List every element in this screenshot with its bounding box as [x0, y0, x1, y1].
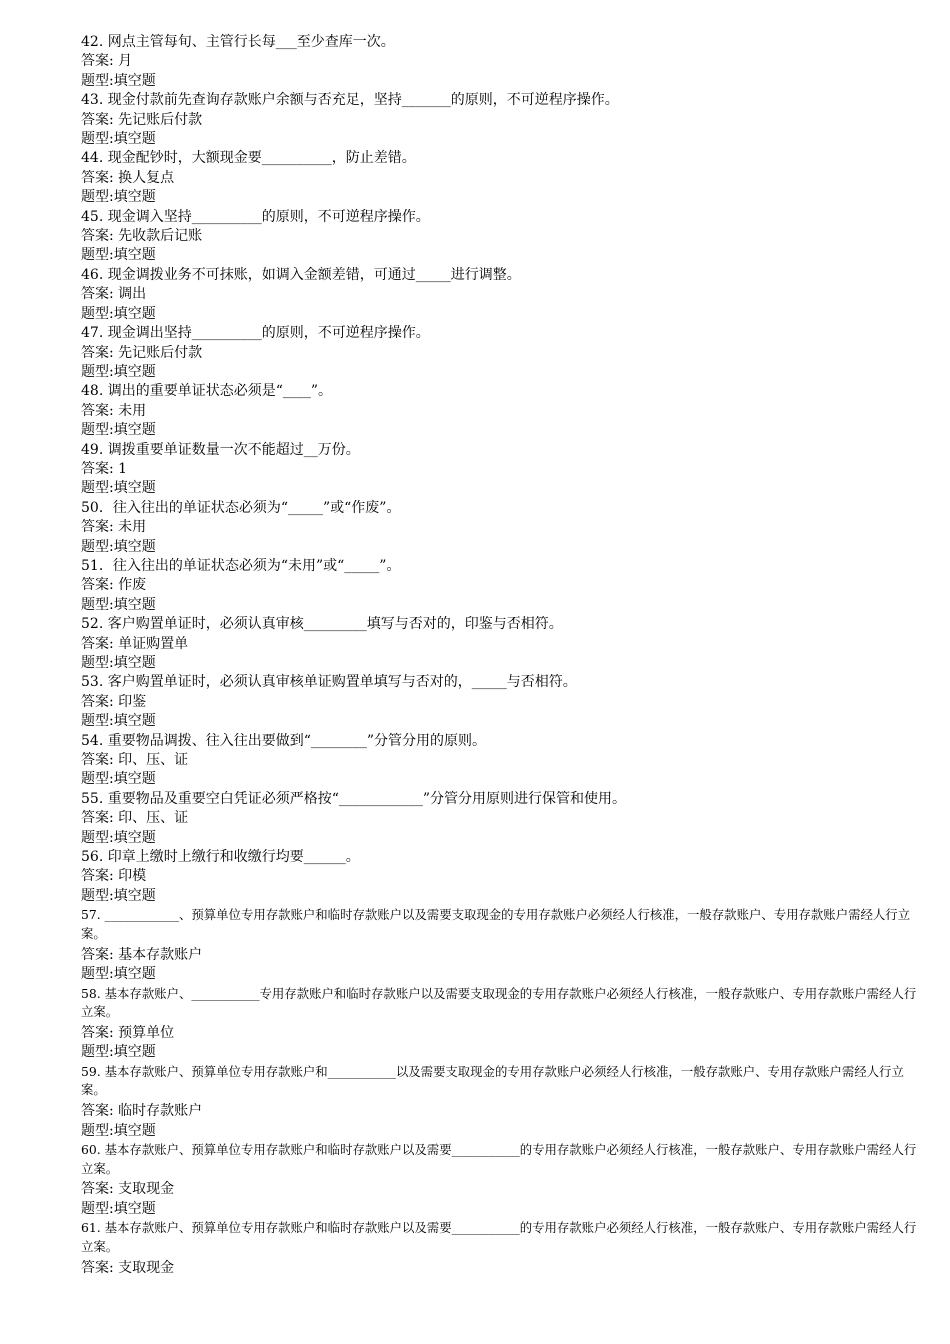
answer-line: 答案: 调出 — [81, 286, 147, 303]
question-type-line: 题型:填空题 — [81, 966, 156, 983]
question-list — [81, 33, 917, 1278]
answer-line: 答案: 支取现金 — [81, 1259, 175, 1276]
question-type-line: 题型:填空题 — [81, 247, 156, 264]
answer-line: 答案: 作废 — [81, 577, 147, 594]
question-type-line: 题型:填空题 — [81, 305, 156, 322]
question-type-line: 题型:填空题 — [81, 363, 156, 380]
question-item — [81, 149, 917, 207]
question-text: 56. 印章上缴时上缴行和收缴行均要______。 — [81, 849, 360, 866]
question-item — [81, 382, 917, 440]
answer-line: 答案: 单证购置单 — [81, 635, 189, 652]
answer-line: 答案: 印、压、证 — [81, 810, 189, 827]
question-text: 51．往入往出的单证状态必须为“未用”或“_____”。 — [81, 557, 401, 574]
question-text: 58. 基本存款账户、___________专用存款账户和临时存款账户以及需要支取现金的专用存款账户必须经人行核准，一般存款账户、专用存款账户需经人行立案。 — [81, 985, 917, 1020]
answer-line: 答案: 支取现金 — [81, 1181, 175, 1198]
answer-line: 答案: 预算单位 — [81, 1024, 175, 1041]
question-text: 42. 网点主管每旬、主管行长每___至少查库一次。 — [81, 34, 395, 50]
question-type-line: 题型:填空题 — [81, 596, 156, 613]
question-type-line: 题型:填空题 — [81, 1044, 156, 1061]
answer-line: 答案: 临时存款账户 — [81, 1103, 203, 1120]
question-item — [81, 790, 917, 848]
answer-line: 答案: 1 — [81, 460, 128, 477]
answer-line: 答案: 印鉴 — [81, 693, 147, 710]
question-text: 59. 基本存款账户、预算单位专用存款账户和___________以及需要支取现金的专用存款账户必须经人行核准，一般存款账户、专用存款账户需经人行立案。 — [81, 1063, 904, 1098]
question-text: 45. 现金调入坚持__________的原则，不可逆程序操作。 — [81, 208, 430, 225]
question-item — [81, 266, 917, 324]
question-text: 57. ____________、预算单位专用存款账户和临时存款账户以及需要支取现金的专用存款账户必须经人行核准，一般存款账户、专用存款账户需经人行立案。 — [81, 907, 911, 941]
question-type-line: 题型:填空题 — [81, 887, 156, 904]
question-type-line: 题型:填空题 — [81, 771, 156, 788]
question-item — [81, 848, 917, 906]
answer-line: 答案: 印、压、证 — [81, 752, 189, 769]
question-item — [81, 324, 917, 382]
question-item — [81, 1141, 917, 1219]
answer-line: 答案: 月 — [81, 53, 133, 70]
question-item — [81, 33, 917, 91]
question-text: 52. 客户购置单证时，必须认真审核_________填写与否对的，印鉴与否相符。 — [81, 616, 563, 633]
answer-line: 答案: 换人复点 — [81, 169, 175, 186]
answer-line: 答案: 先记账后付款 — [81, 344, 203, 361]
question-item — [81, 732, 917, 790]
question-text: 47. 现金调出坚持__________的原则，不可逆程序操作。 — [81, 325, 430, 342]
question-type-line: 题型:填空题 — [81, 1122, 156, 1139]
question-item — [81, 499, 917, 557]
question-type-line: 题型:填空题 — [81, 538, 156, 555]
question-item — [81, 441, 917, 499]
question-text: 53. 客户购置单证时，必须认真审核单证购置单填写与否对的，_____与否相符。 — [81, 674, 577, 691]
question-text: 44. 现金配钞时，大额现金要__________，防止差错。 — [81, 150, 416, 167]
question-text: 49. 调拨重要单证数量一次不能超过__万份。 — [81, 441, 360, 458]
question-item — [81, 615, 917, 673]
question-text: 50．往入往出的单证状态必须为“_____”或“作废”。 — [81, 499, 401, 516]
answer-line: 答案: 未用 — [81, 519, 147, 536]
question-text: 60. 基本存款账户、预算单位专用存款账户和临时存款账户以及需要___________的专用存款账户必须经人行核准，一般存款账户、专用存款账户需经人行立案。 — [81, 1141, 917, 1176]
question-type-line: 题型:填空题 — [81, 480, 156, 497]
answer-line: 答案: 先记账后付款 — [81, 111, 203, 128]
question-item — [81, 906, 917, 984]
question-type-line: 题型:填空题 — [81, 655, 156, 671]
question-type-line: 题型:填空题 — [81, 189, 156, 206]
question-item — [81, 673, 917, 731]
question-type-line: 题型:填空题 — [81, 72, 156, 89]
question-text: 55. 重要物品及重要空白凭证必须严格按“____________”分管分用原则进行保管和使用。 — [81, 790, 627, 807]
question-type-line: 题型:填空题 — [81, 1200, 156, 1217]
question-type-line: 题型:填空题 — [81, 829, 156, 846]
question-type-line: 题型:填空题 — [81, 713, 156, 730]
answer-line: 答案: 印模 — [81, 868, 147, 885]
question-text: 61. 基本存款账户、预算单位专用存款账户和临时存款账户以及需要___________的专用存款账户必须经人行核准，一般存款账户、专用存款账户需经人行立案。 — [81, 1220, 917, 1254]
question-text: 54. 重要物品调拨、往入往出要做到“________”分管分用的原则。 — [81, 732, 487, 749]
question-text: 48. 调出的重要单证状态必须是“____”。 — [81, 383, 333, 400]
question-item — [81, 208, 917, 266]
question-item — [81, 557, 917, 615]
question-type-line: 题型:填空题 — [81, 422, 156, 439]
question-text: 46. 现金调拨业务不可抹账，如调入金额差错，可通过_____进行调整。 — [81, 266, 521, 283]
answer-line: 答案: 先收款后记账 — [81, 228, 203, 245]
answer-line: 答案: 基本存款账户 — [81, 946, 203, 963]
question-item — [81, 985, 917, 1063]
question-item — [81, 1219, 917, 1278]
question-item — [81, 1063, 917, 1141]
answer-line: 答案: 未用 — [81, 402, 147, 419]
question-item — [81, 91, 917, 149]
question-type-line: 题型:填空题 — [81, 131, 156, 148]
question-text: 43. 现金付款前先查询存款账户余额与否充足，坚持_______的原则，不可逆程序操作。 — [81, 92, 619, 109]
